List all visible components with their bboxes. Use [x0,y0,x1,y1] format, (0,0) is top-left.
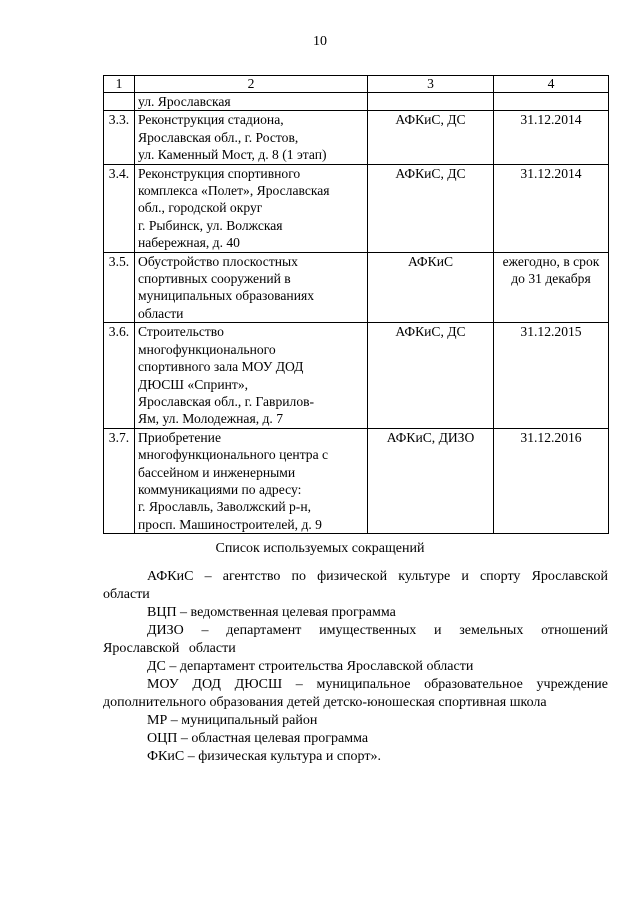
row-number: 3.5. [104,252,135,323]
row-name [135,111,368,164]
row-number: 3.7. [104,428,135,533]
row-name-line: обл., городской округ [138,200,263,216]
row-number: 3.6. [104,323,135,428]
row-deadline [494,111,609,164]
measures-table [103,75,609,534]
abbreviation-item: МР – муниципальный район [147,713,318,728]
row-name-line: спортивных сооружений в [138,271,291,287]
row-name-line: муниципальных образованиях [138,288,315,304]
row-executor: АФКиС [368,252,494,323]
row-executor: АФКиС, ДС [368,323,494,428]
column-header: 3 [368,76,494,93]
abbreviation-item: ДИЗО – департамент имущественных и земельных отношений Ярославской области [103,623,608,656]
abbreviation-item: ОЦП – областная целевая программа [147,731,369,746]
row-deadline-line: до 31 декабря [511,271,591,287]
column-header: 2 [135,76,368,93]
column-header: 1 [104,76,135,93]
row-name [135,428,368,533]
abbreviation-item: ДС – департамент строительства Ярославской области [147,659,474,674]
row-deadline [494,93,609,111]
row-name-line: ДЮСШ «Спринт», [138,376,249,392]
row-deadline [494,164,609,252]
row-name-line: набережная, д. 40 [138,235,240,251]
table-row [104,111,609,164]
row-name-line: комплекса «Полет», Ярославская [138,183,330,199]
abbreviation-item: МОУ ДОД ДЮСШ – муниципальное образовательное учреждение дополнительного образования детей детско-юношеская спортивная школа [103,677,608,710]
row-name-line: Приобретение [138,429,221,445]
abbreviation-item: АФКиС – агентство по физической культуре и спорту Ярославской области [103,569,608,602]
row-name-line: коммуникациями по адресу: [138,481,302,497]
row-deadline-line: 31.12.2014 [520,112,582,128]
table-row [104,323,609,428]
row-name-line: Строительство [138,324,224,340]
row-name [135,323,368,428]
row-number [104,93,135,111]
row-executor: АФКиС, ДС [368,111,494,164]
row-name-line: Реконструкция стадиона, [138,112,284,128]
table-row [104,252,609,323]
row-deadline-line: 31.12.2016 [520,429,582,445]
row-name-line: спортивного зала МОУ ДОД [138,359,304,375]
row-executor: АФКиС, ДС [368,164,494,252]
row-name-line: г. Рыбинск, ул. Волжская [138,217,283,233]
row-deadline-line: ежегодно, в срок [502,253,600,269]
row-deadline [494,428,609,533]
row-name-line: Ярославская обл., г. Ростов, [138,129,299,145]
row-name: ул. Ярославская [135,93,368,111]
row-number: 3.4. [104,164,135,252]
row-name-line: Обустройство плоскостных [138,253,298,269]
row-name-line: многофункционального центра с [138,447,329,463]
row-name-line: области [138,305,184,321]
table-row [104,428,609,533]
row-name [135,252,368,323]
row-deadline-line: 31.12.2015 [520,324,582,340]
row-name-line: Реконструкция спортивного [138,165,301,181]
row-name-line: просп. Машиностроителей, д. 9 [138,516,322,532]
abbreviations-heading: Список используемых сокращений [215,541,425,556]
row-deadline-line: 31.12.2014 [520,165,582,181]
row-name-line: многофункционального [138,341,276,357]
row-executor: АФКиС, ДИЗО [368,428,494,533]
column-header: 4 [494,76,609,93]
abbreviation-item: ФКиС – физическая культура и спорт». [147,749,381,764]
row-name-line: г. Ярославль, Заволжский р-н, [138,499,312,515]
row-name-line: Ярославская обл., г. Гаврилов- [138,393,315,409]
row-name [135,164,368,252]
row-name-line: бассейном и инженерными [138,464,296,480]
abbreviation-item: ВЦП – ведомственная целевая программа [147,605,396,620]
row-name-line: ул. Каменный Мост, д. 8 (1 этап) [138,147,327,163]
row-executor [368,93,494,111]
row-name-line: Ям, ул. Молодежная, д. 7 [138,411,284,427]
row-number: 3.3. [104,111,135,164]
row-deadline [494,323,609,428]
table-row [104,93,609,111]
table-header-row [104,76,609,93]
table-row [104,164,609,252]
page-number: 10 [313,34,327,49]
row-deadline [494,252,609,323]
